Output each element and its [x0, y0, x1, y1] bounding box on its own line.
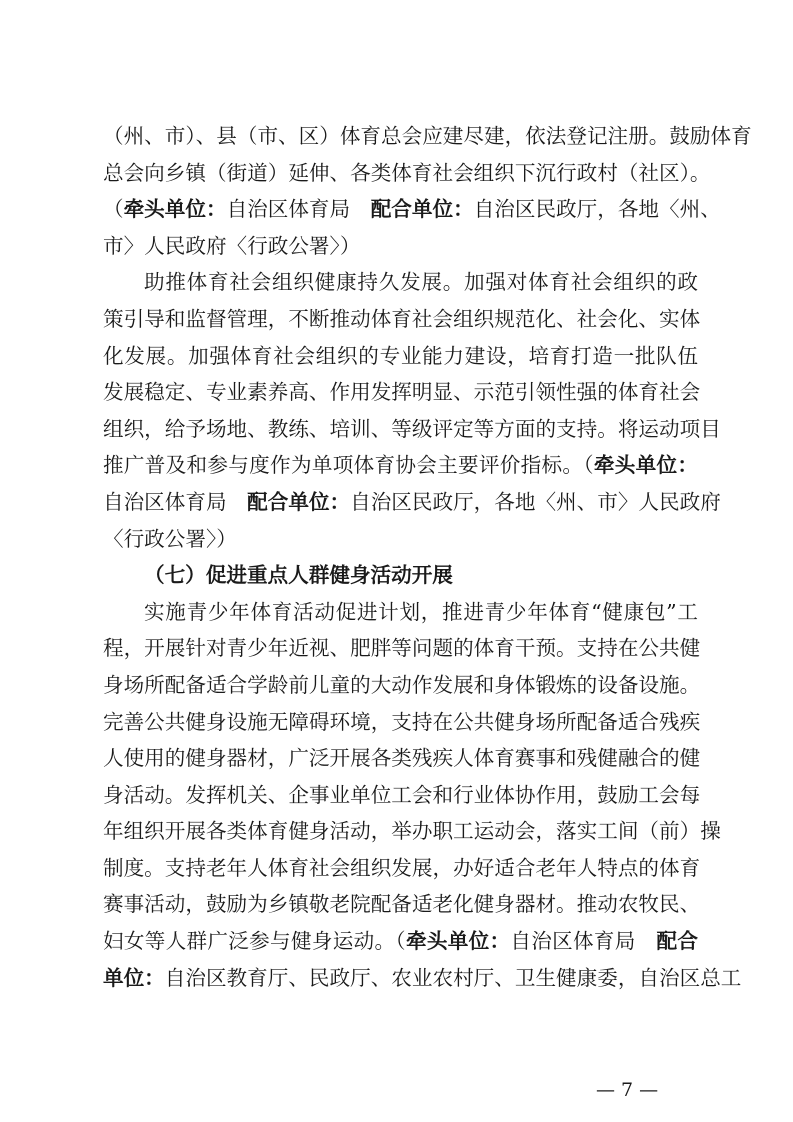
text-line: 赛事活动，鼓励为乡镇敬老院配备适老化健身器材。推动农牧民、: [103, 892, 701, 917]
lead-unit-value: 自治区体育局: [510, 929, 636, 954]
text-line: 身场所配备适合学龄前儿童的大动作发展和身体锻炼的设备设施。: [103, 672, 701, 697]
text-line: [103, 960, 742, 997]
text-line: 市〉人民政府〈行政公署〉）: [103, 233, 361, 258]
coop-unit-label: 配合单位：: [247, 489, 351, 514]
text-segment: 推广普及和参与度作为单项体育协会主要评价指标。: [103, 453, 584, 478]
text-line: 总会向乡镇（街道）延伸、各类体育社会组织下沉行政村（社区）。: [103, 160, 711, 185]
text-line: [103, 191, 721, 228]
coop-unit-label: 配合: [656, 929, 699, 954]
coop-unit-value: 自治区民政厅，各地〈州、: [473, 197, 721, 222]
text-line: 身活动。发挥机关、企事业单位工会和行业体协作用，鼓励工会每: [103, 782, 701, 807]
lead-unit-label: 牵头单位：: [123, 197, 227, 222]
text-line: （州、市）、县（市、区）体育总会应建尽建，依法登记注册。鼓励体育: [103, 124, 752, 148]
text-segment: 妇女等人群广泛参与健身运动。（: [103, 929, 406, 954]
lead-unit-value: 自治区体育局: [226, 197, 351, 222]
coop-unit-label: 单位：: [103, 965, 165, 990]
coop-unit-value: 自治区教育厅、民政厅、农业农村厅、卫生健康委，自治区总工: [164, 965, 742, 990]
text-line: [103, 923, 698, 960]
lead-unit-value: 自治区体育局: [103, 489, 227, 514]
coop-unit-value: 自治区民政厅，各地〈州、市〉人民政府: [350, 489, 721, 514]
text-line: 〈行政公署〉）: [103, 526, 237, 551]
text-line: 组织，给予场地、教练、培训、等级评定等方面的支持。将运动项目: [103, 416, 721, 441]
text-line: 制度。支持老年人体育社会组织发展，办好适合老年人特点的体育: [103, 855, 701, 880]
text-line: 人使用的健身器材，广泛开展各类残疾人体育赛事和残健融合的健: [103, 746, 701, 771]
paren-open: （: [103, 197, 124, 222]
page-number: — 7 —: [596, 1079, 659, 1101]
section-heading: （七）促进重点人群健身活动开展: [144, 563, 453, 588]
text-line: 实施青少年体育活动促进计划，推进青少年体育“健康包”工: [144, 599, 698, 624]
lead-unit-label: 牵头单位：: [593, 453, 699, 478]
text-line: 策引导和监督管理，不断推动体育社会组织规范化、社会化、实体: [103, 306, 701, 331]
coop-unit-label: 配合单位：: [370, 197, 474, 222]
text-line: [103, 447, 698, 484]
paren-open: （: [583, 453, 594, 478]
text-line: 完善公共健身设施无障碍环境，支持在公共健身场所配备适合残疾: [103, 709, 701, 734]
text-line: 程，开展针对青少年近视、肥胖等问题的体育干预。支持在公共健: [103, 636, 701, 661]
text-line: 发展稳定、专业素养高、作用发挥明显、示范引领性强的体育社会: [103, 380, 701, 405]
lead-unit-label: 牵头单位：: [405, 929, 511, 954]
text-line: [103, 484, 721, 521]
text-line: 化发展。加强体育社会组织的专业能力建设，培育打造一批队伍: [103, 343, 698, 368]
text-line: 年组织开展各类体育健身活动，举办职工运动会，落实工间（前）操: [103, 819, 721, 844]
document-body: [103, 118, 752, 996]
text-line: 助推体育社会组织健康持久发展。加强对体育社会组织的政: [144, 270, 698, 295]
